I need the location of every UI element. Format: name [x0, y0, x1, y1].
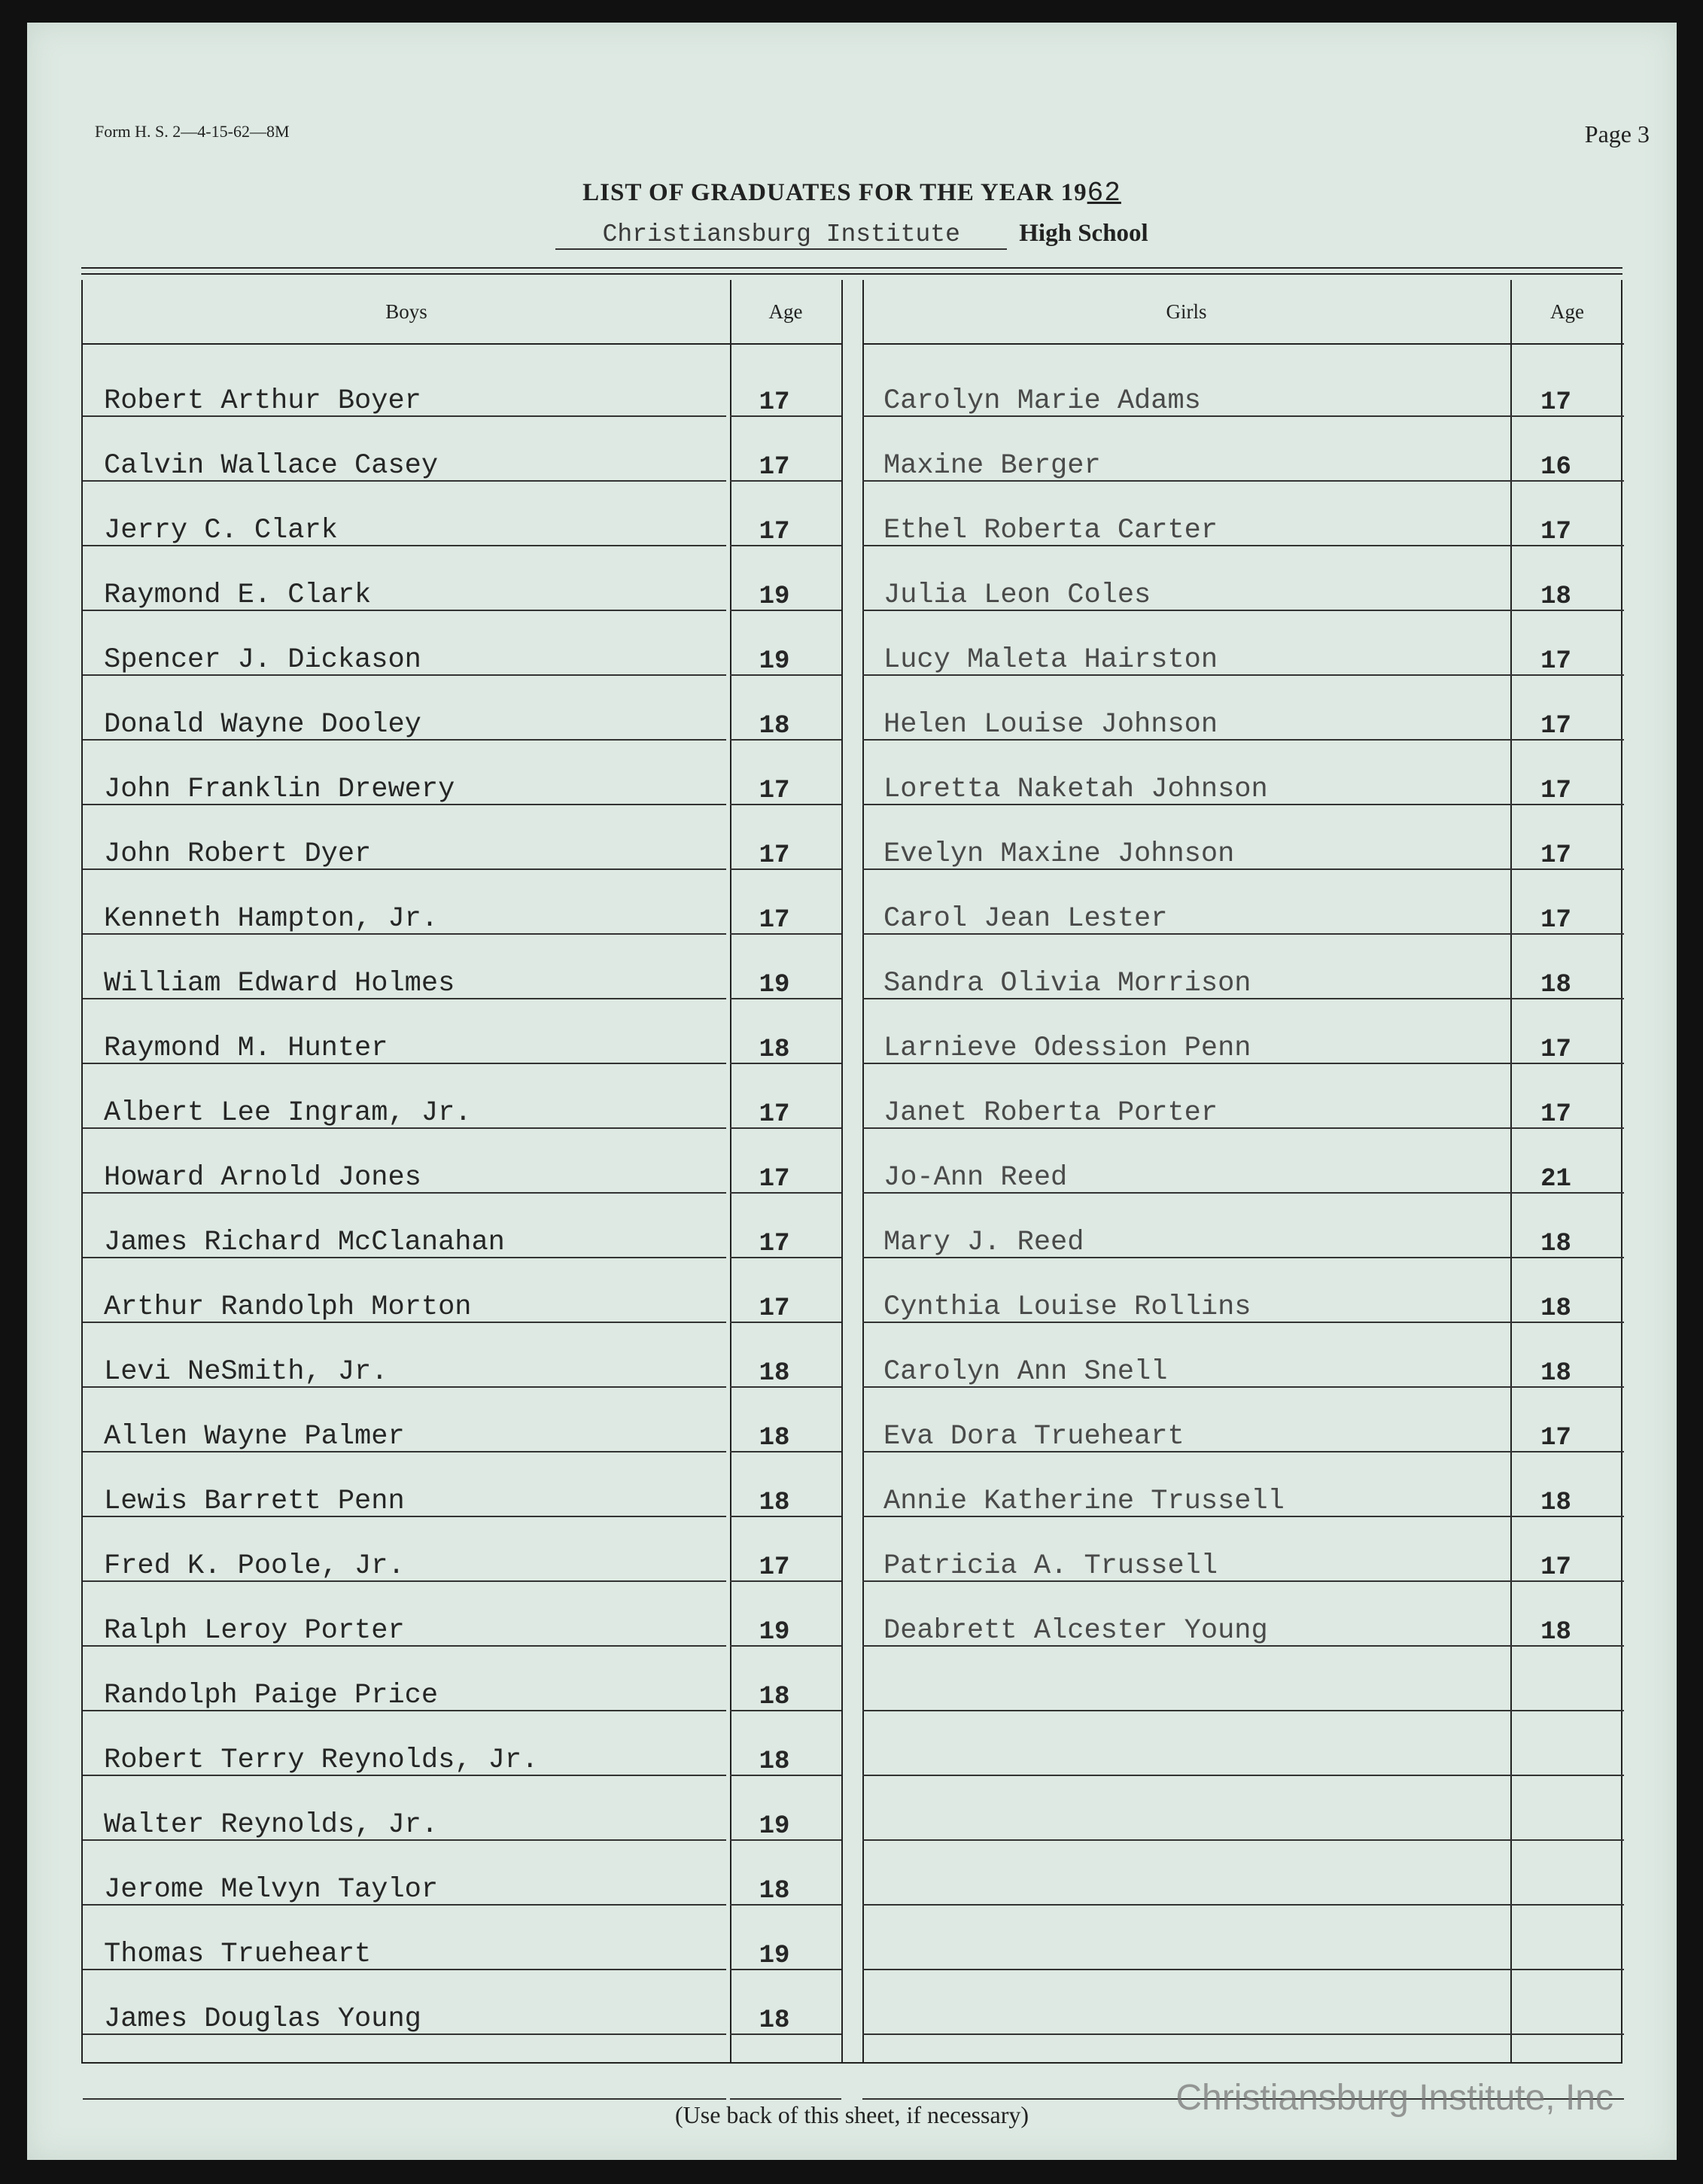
graduate-name: Annie Katherine Trussell [883, 1486, 1285, 1517]
graduate-name: Cynthia Louise Rollins [883, 1291, 1251, 1323]
form-number: Form H. S. 2—4-15-62—8M [95, 122, 290, 141]
table-row [83, 1517, 1624, 1582]
graduate-age: 18 [759, 1683, 790, 1711]
graduate-age: 17 [759, 518, 790, 546]
graduate-age: 18 [1540, 1359, 1571, 1388]
table-row [83, 741, 1624, 805]
page-number: Page 3 [1584, 120, 1650, 148]
table-row [83, 1323, 1624, 1388]
graduate-name: Patricia A. Trussell [883, 1550, 1218, 1582]
graduate-age: 17 [759, 1100, 790, 1129]
graduate-name: Howard Arnold Jones [104, 1162, 421, 1194]
graduate-age: 18 [759, 1748, 790, 1776]
graduate-age: 18 [1540, 583, 1571, 611]
school-suffix: High School [1019, 220, 1148, 247]
header-rule-girls [862, 343, 1510, 345]
graduate-name: James Richard McClanahan [104, 1227, 505, 1258]
graduate-age: 21 [1540, 1165, 1571, 1194]
graduate-name: Arthur Randolph Morton [104, 1291, 472, 1323]
graduate-name: Julia Leon Coles [883, 579, 1151, 611]
document-title [27, 178, 1677, 208]
graduate-name: Sandra Olivia Morrison [883, 968, 1251, 999]
graduate-name: Mary J. Reed [883, 1227, 1084, 1258]
table-row [83, 352, 1624, 417]
graduate-name: Thomas Trueheart [104, 1939, 372, 1970]
boys-age-header: Age [768, 300, 803, 323]
graduate-name: Carolyn Marie Adams [883, 385, 1201, 417]
graduate-name: Carol Jean Lester [883, 903, 1168, 935]
watermark: Christiansburg Institute, Inc [1175, 2078, 1613, 2118]
graduate-name: Loretta Naketah Johnson [883, 774, 1268, 805]
graduate-name: Robert Terry Reynolds, Jr. [104, 1744, 539, 1776]
graduate-name: Larnieve Odession Penn [883, 1033, 1251, 1064]
graduate-age: 18 [759, 1424, 790, 1452]
table-row [83, 1582, 1624, 1647]
graduate-age: 17 [1540, 712, 1571, 741]
graduate-name: Randolph Paige Price [104, 1680, 439, 1711]
graduate-name: Kenneth Hampton, Jr. [104, 903, 439, 935]
graduate-age: 17 [759, 777, 790, 805]
table-row [83, 1388, 1624, 1452]
graduate-age: 17 [759, 1553, 790, 1582]
graduate-age: 18 [1540, 971, 1571, 999]
graduate-name: Albert Lee Ingram, Jr. [104, 1097, 472, 1129]
graduate-age: 16 [1540, 453, 1571, 482]
table-row [83, 1258, 1624, 1323]
graduate-name: Janet Roberta Porter [883, 1097, 1218, 1129]
boys-header: Boys [385, 300, 427, 323]
graduate-age: 17 [1540, 777, 1571, 805]
graduate-age: 18 [1540, 1230, 1571, 1258]
graduates-table [81, 280, 1622, 2064]
graduate-age: 18 [759, 2006, 790, 2035]
graduate-name: Maxine Berger [883, 450, 1101, 482]
graduate-name: Lucy Maleta Hairston [883, 644, 1218, 676]
school-line [27, 220, 1677, 250]
school-name: Christiansburg Institute [555, 221, 1007, 250]
top-rule [81, 267, 1622, 269]
table-row [83, 870, 1624, 935]
graduate-name: Fred K. Poole, Jr. [104, 1550, 405, 1582]
graduate-age: 17 [1540, 1100, 1571, 1129]
graduate-name: Ralph Leroy Porter [104, 1615, 405, 1647]
graduate-age: 17 [759, 453, 790, 482]
graduate-age: 19 [759, 1618, 790, 1647]
blank-row [83, 1776, 1624, 1841]
graduate-name: Levi NeSmith, Jr. [104, 1356, 388, 1388]
header-rule-boys [83, 343, 730, 345]
header-rule-girls-age [1510, 343, 1624, 345]
graduate-name: Raymond E. Clark [104, 579, 372, 611]
graduate-age: 18 [1540, 1294, 1571, 1323]
graduate-name: Jerry C. Clark [104, 515, 338, 546]
graduate-age: 17 [1540, 1036, 1571, 1064]
graduate-name: Walter Reynolds, Jr. [104, 1809, 439, 1841]
girls-header: Girls [1166, 300, 1207, 323]
table-row [83, 1064, 1624, 1129]
footer-note: (Use back of this sheet, if necessary) [674, 2101, 1029, 2128]
graduate-name: Jerome Melvyn Taylor [104, 1874, 439, 1906]
blank-row [83, 1970, 1624, 2035]
top-rule-double [81, 273, 1622, 275]
graduate-age: 18 [759, 1359, 790, 1388]
title-year: 62 [1087, 178, 1121, 208]
girls-age-header: Age [1550, 300, 1584, 323]
graduate-age: 17 [759, 906, 790, 935]
graduate-name: Jo-Ann Reed [883, 1162, 1068, 1194]
blank-row [83, 1647, 1624, 1711]
graduate-age: 19 [759, 647, 790, 676]
blank-row [83, 1841, 1624, 1906]
table-row [83, 805, 1624, 870]
graduate-age: 17 [1540, 1424, 1571, 1452]
graduate-age: 18 [759, 1877, 790, 1906]
title-prefix: LIST OF GRADUATES FOR THE YEAR 19 [582, 179, 1087, 206]
graduate-age: 17 [759, 1165, 790, 1194]
table-row [83, 417, 1624, 482]
graduate-age: 18 [1540, 1489, 1571, 1517]
graduate-age: 17 [759, 1230, 790, 1258]
graduate-age: 17 [759, 388, 790, 417]
graduate-name: Allen Wayne Palmer [104, 1421, 405, 1452]
graduate-name: Calvin Wallace Casey [104, 450, 439, 482]
document-sheet [27, 23, 1677, 2160]
graduate-age: 17 [1540, 388, 1571, 417]
graduate-name: Helen Louise Johnson [883, 709, 1218, 741]
table-row [83, 999, 1624, 1064]
table-row [83, 1129, 1624, 1194]
blank-row [83, 1906, 1624, 1970]
graduate-age: 19 [759, 971, 790, 999]
graduate-age: 19 [759, 1942, 790, 1970]
graduate-name: Evelyn Maxine Johnson [883, 838, 1235, 870]
graduate-age: 17 [759, 1294, 790, 1323]
graduate-name: Robert Arthur Boyer [104, 385, 421, 417]
blank-row [83, 1711, 1624, 1776]
table-row [83, 676, 1624, 741]
graduate-age: 17 [1540, 1553, 1571, 1582]
graduate-age: 17 [1540, 906, 1571, 935]
graduate-age: 18 [759, 712, 790, 741]
table-row [83, 935, 1624, 999]
header-rule-boys-age [730, 343, 841, 345]
graduate-name: Ethel Roberta Carter [883, 515, 1218, 546]
graduate-name: Raymond M. Hunter [104, 1033, 388, 1064]
graduate-age: 18 [759, 1036, 790, 1064]
graduate-age: 19 [759, 583, 790, 611]
table-row [83, 1194, 1624, 1258]
graduate-name: Lewis Barrett Penn [104, 1486, 405, 1517]
graduate-name: Eva Dora Trueheart [883, 1421, 1184, 1452]
graduate-name: Carolyn Ann Snell [883, 1356, 1168, 1388]
graduate-name: Spencer J. Dickason [104, 644, 421, 676]
graduate-age: 17 [1540, 518, 1571, 546]
table-row [83, 482, 1624, 546]
graduate-age: 19 [759, 1812, 790, 1841]
graduate-name: John Robert Dyer [104, 838, 372, 870]
table-row [83, 1452, 1624, 1517]
table-row [83, 546, 1624, 611]
table-row [83, 611, 1624, 676]
graduate-age: 17 [1540, 841, 1571, 870]
graduate-name: Deabrett Alcester Young [883, 1615, 1268, 1647]
graduate-name: James Douglas Young [104, 2003, 421, 2035]
graduate-name: William Edward Holmes [104, 968, 455, 999]
graduate-age: 18 [1540, 1618, 1571, 1647]
graduate-age: 18 [759, 1489, 790, 1517]
graduate-name: John Franklin Drewery [104, 774, 455, 805]
graduate-name: Donald Wayne Dooley [104, 709, 421, 741]
graduate-age: 17 [759, 841, 790, 870]
graduate-age: 17 [1540, 647, 1571, 676]
